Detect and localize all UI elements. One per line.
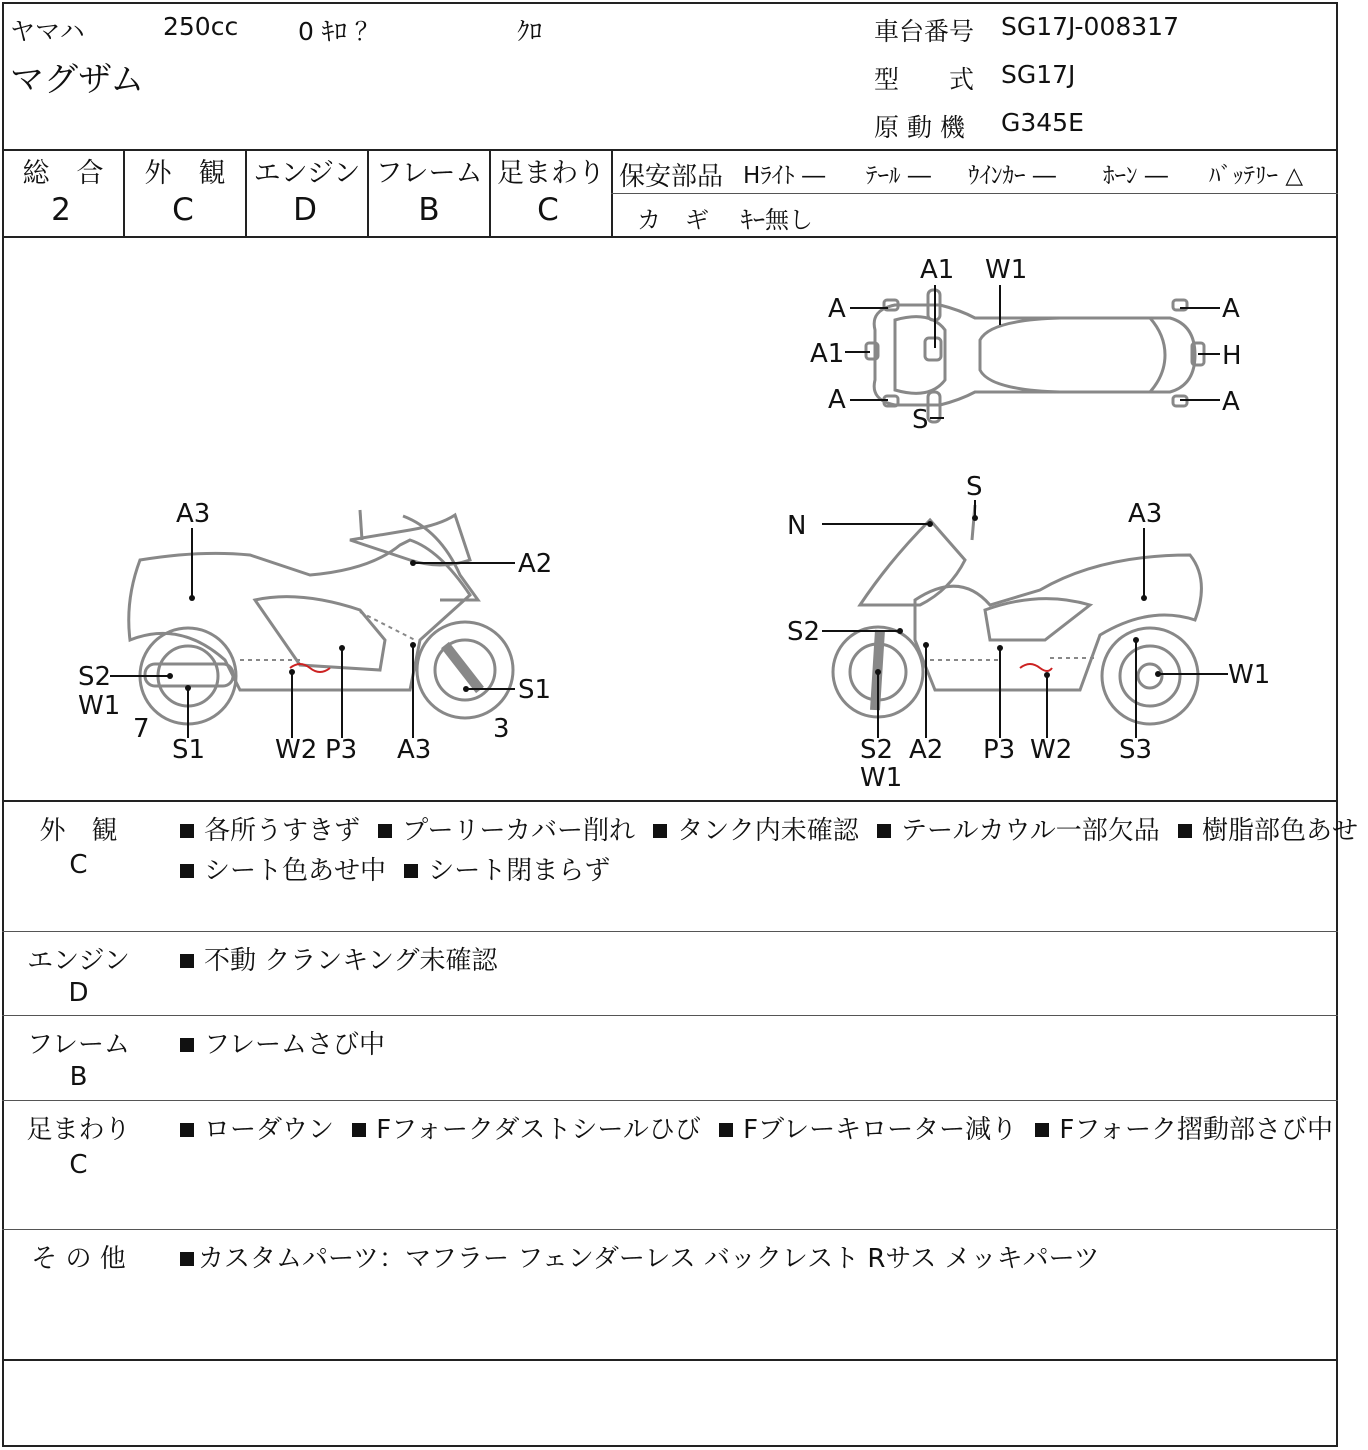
section-other-line1	[180, 1238, 1110, 1275]
note-item: テールカウル一部欠品	[901, 816, 1160, 846]
safety-item-name: Hﾗｲﾄ	[743, 163, 795, 189]
section-exterior-grade: C	[69, 850, 88, 880]
section-frame-title: フレーム	[27, 1030, 130, 1060]
divider	[2, 1359, 1338, 1361]
bullet-icon	[180, 824, 194, 838]
note-item: 樹脂部色あせ	[1201, 816, 1358, 846]
note-item: ローダウン	[204, 1115, 335, 1145]
label-right-W1: W1	[1228, 660, 1271, 690]
safety-headlight	[743, 157, 825, 190]
divider	[2, 1100, 1338, 1101]
label-left-S1: S1	[172, 735, 206, 765]
label-top-S: S	[912, 405, 929, 435]
label-right-S: S	[966, 472, 983, 502]
label-right-A2: A2	[909, 735, 944, 765]
key-value: ｷｰ無し	[741, 206, 813, 234]
section-engine-grade: D	[68, 978, 89, 1008]
note-item: カスタムパーツ：マフラー フェンダーレス バックレスト Rサス メッキパーツ	[198, 1244, 1100, 1274]
divider	[611, 193, 1338, 194]
note-item: タンク内未確認	[677, 816, 859, 846]
safety-item-name: ﾃｰﾙ	[866, 163, 901, 189]
section-exterior-line2	[180, 850, 620, 887]
section-other-title: そ の 他	[31, 1244, 126, 1274]
safety-item-mark: ―	[1144, 163, 1168, 189]
frame-no: SG17J-008317	[1001, 12, 1179, 41]
bullet-icon	[653, 824, 667, 838]
bike-left-dashes	[240, 612, 415, 660]
safety-horn	[1103, 157, 1168, 190]
section-chassis-grade: C	[69, 1150, 88, 1180]
label-right-S2: S2	[860, 735, 894, 765]
bike-top-view	[866, 290, 1204, 422]
note-item: シート閉まらず	[428, 856, 611, 886]
safety-item-name: ｳｲﾝｶｰ	[968, 163, 1026, 189]
section-engine-line1	[180, 940, 508, 977]
model-name: マグザム	[10, 60, 145, 100]
section-exterior-title: 外 観	[39, 816, 118, 846]
note-item: Fフォークダストシールひび	[376, 1115, 701, 1145]
damage-diagram	[0, 238, 1341, 800]
label-left-S2: S2	[78, 662, 112, 692]
bullet-icon	[1035, 1123, 1049, 1137]
label-right-S3: S3	[1119, 735, 1153, 765]
bullet-icon	[180, 864, 194, 878]
safety-item-name: ﾎｰﾝ	[1103, 163, 1138, 189]
frame-no-label: 車台番号	[874, 17, 975, 46]
safety-winker	[968, 157, 1056, 190]
bike-right-dashes	[930, 658, 1095, 660]
label-top-A1: A1	[810, 339, 845, 369]
note-item: フレームさび中	[204, 1030, 385, 1060]
divider	[2, 800, 1338, 802]
label-right-W1: W1	[860, 763, 903, 793]
engine-value: G345E	[1001, 108, 1084, 137]
note-item: Fブレーキローター減り	[743, 1115, 1018, 1145]
bike-right-view	[833, 505, 1201, 724]
grade-total-value: 2	[51, 192, 71, 228]
safety-item-mark: ―	[802, 163, 826, 189]
safety-item-mark: △	[1285, 163, 1304, 189]
damage-mark-right	[1020, 664, 1052, 671]
bullet-icon	[180, 1123, 194, 1137]
bullet-icon	[877, 824, 891, 838]
grade-engine-label: エンジン	[253, 158, 361, 189]
safety-item-name: ﾊﾞｯﾃﾘｰ	[1209, 163, 1278, 189]
label-top-A: A	[1222, 294, 1240, 324]
grade-chassis-value: C	[537, 192, 559, 228]
label-right-S2: S2	[787, 617, 821, 647]
note-item: プーリーカバー削れ	[402, 816, 635, 846]
mileage: 0 ｷﾛ ？	[298, 17, 380, 46]
label-left-A2: A2	[518, 549, 553, 579]
divider	[2, 931, 1338, 932]
label-top-A1: A1	[920, 255, 955, 285]
section-engine-title: エンジン	[27, 946, 130, 976]
divider	[2, 1015, 1338, 1016]
grade-total-label: 総 合	[22, 158, 104, 189]
label-left-S1: S1	[518, 675, 552, 705]
safety-item-mark: ―	[907, 163, 931, 189]
label-left-P3: P3	[325, 735, 358, 765]
note-item: Fフォーク摺動部さび中	[1059, 1115, 1334, 1145]
label-left-A3: A3	[397, 735, 432, 765]
grade-engine-value: D	[293, 192, 317, 228]
safety-title: 保安部品	[619, 162, 724, 192]
type-value: SG17J	[1001, 60, 1076, 89]
type-label: 型 式	[874, 65, 975, 94]
label-right-P3: P3	[983, 735, 1016, 765]
label-right-W2: W2	[1030, 735, 1073, 765]
section-frame-line1	[180, 1024, 395, 1061]
label-top-A: A	[1222, 387, 1240, 417]
maker: ヤマハ	[10, 17, 85, 46]
bike-left-view	[129, 510, 513, 724]
safety-item-mark: ―	[1032, 163, 1056, 189]
grade-frame-label: フレーム	[375, 158, 483, 189]
section-frame-grade: B	[69, 1062, 88, 1092]
section-chassis-title: 足まわり	[26, 1115, 131, 1145]
label-top-H: H	[1222, 341, 1242, 371]
displacement: 250cc	[163, 12, 239, 41]
bullet-icon	[180, 1252, 194, 1266]
bullet-icon	[719, 1123, 733, 1137]
note-item: 不動 クランキング未確認	[204, 946, 498, 976]
note-item: シート色あせ中	[204, 856, 387, 886]
label-left-3: 3	[493, 714, 510, 744]
engine-label: 原 動 機	[874, 113, 965, 142]
bullet-icon	[378, 824, 392, 838]
bullet-icon	[1178, 824, 1192, 838]
label-top-A: A	[828, 294, 846, 324]
section-chassis-line1	[180, 1109, 1343, 1146]
grade-frame-value: B	[418, 192, 440, 228]
label-right-N: N	[787, 511, 807, 541]
label-left-A3: A3	[176, 499, 211, 529]
grade-chassis-label: 足まわり	[497, 158, 605, 189]
divider	[2, 1229, 1338, 1230]
bullet-icon	[180, 1038, 194, 1052]
bullet-icon	[180, 954, 194, 968]
grade-exterior-value: C	[172, 192, 194, 228]
note-item: 各所うすきず	[204, 816, 361, 846]
bullet-icon	[404, 864, 418, 878]
label-right-A3: A3	[1128, 499, 1163, 529]
safety-tail	[866, 157, 931, 190]
bullet-icon	[352, 1123, 366, 1137]
safety-battery	[1209, 157, 1303, 190]
label-left-7: 7	[133, 714, 150, 744]
label-top-W1: W1	[985, 255, 1028, 285]
label-left-W1: W1	[78, 691, 121, 721]
grade-exterior-label: 外 観	[144, 158, 226, 189]
color-mark: ｸﾛ	[517, 17, 543, 46]
section-exterior-line1	[180, 810, 1368, 847]
label-left-W2: W2	[275, 735, 318, 765]
key-label: カ ギ	[637, 206, 709, 234]
label-top-A: A	[828, 385, 846, 415]
